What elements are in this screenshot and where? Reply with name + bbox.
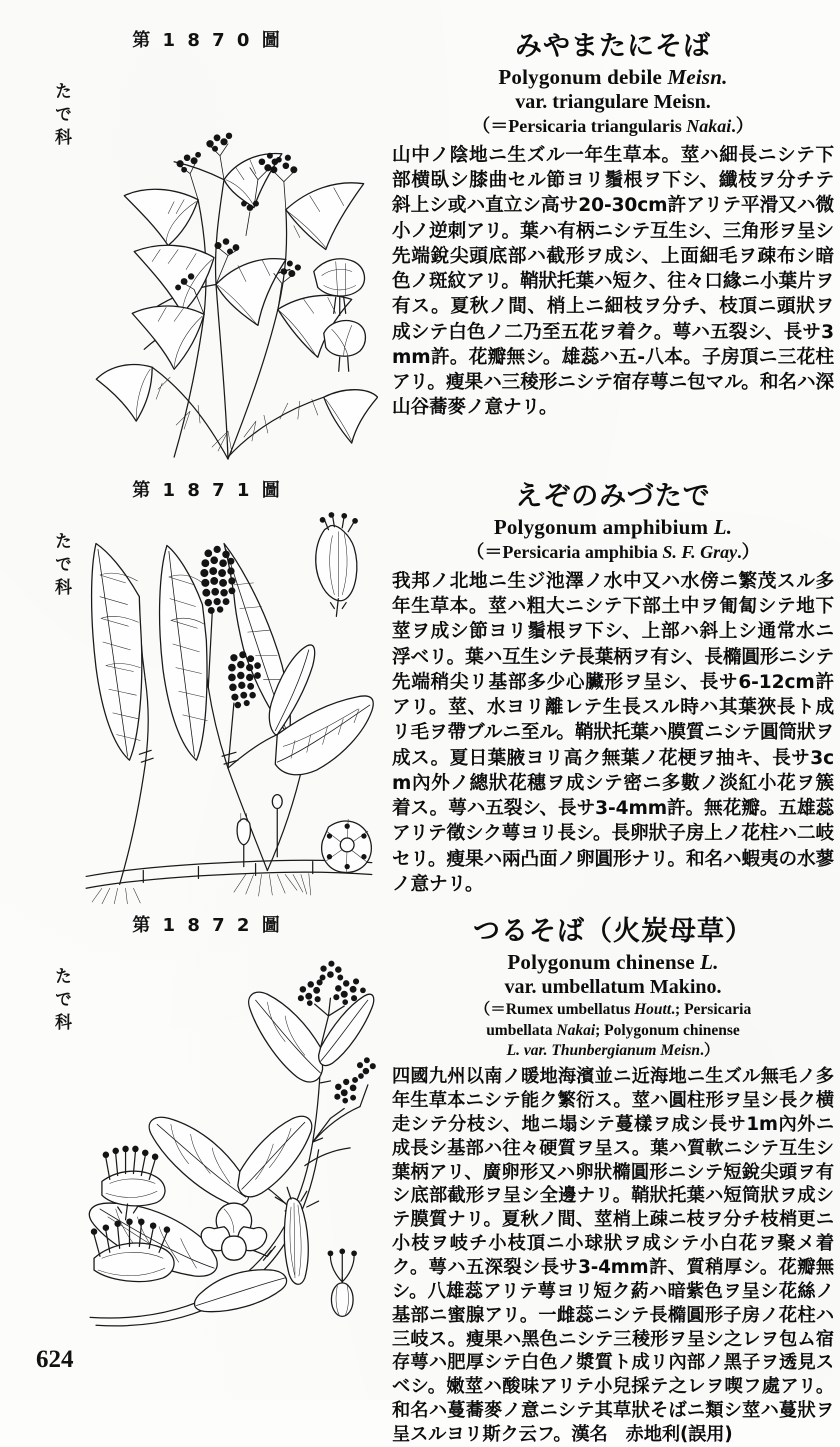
synonym-prefix-2: （＝Persicaria amphibia xyxy=(466,542,663,563)
plant-entry-1 xyxy=(0,20,840,475)
variety-authority-3: Makino. xyxy=(649,976,722,999)
plant-illustration-3 xyxy=(78,945,378,1339)
latin-authority-1: Meisn. xyxy=(667,65,728,90)
synonym-prefix-1: （＝Persicaria triangularis xyxy=(472,116,687,137)
latin-name-1 xyxy=(392,65,834,90)
synonym-3-suffix-1: .; Persicaria xyxy=(671,1001,752,1019)
text-column-1 xyxy=(392,20,834,475)
text-column-2 xyxy=(392,470,834,910)
latin-name-3 xyxy=(392,950,834,975)
latin-binomial-2: Polygonum amphibium xyxy=(493,515,709,540)
illustration-plate-1 xyxy=(30,20,385,475)
description-text-2: 我邦ノ北地ニ生ジ池澤ノ水中又ハ水傍ニ繁茂スル多年生草本。莖ハ粗大ニシテ下部土中ヲ匍匐シテ地下莖ヲ成シ節ヨリ鬚根ヲ下シ、上部ハ斜上シ通常水ニ浮ベリ。葉ハ互生シテ長葉柄ヲ有シ、長橢圓形ニシテ先端稍尖リ基部多少心臟形ヲ呈シ、長サ6-12cm許アリ。莖、水ヨリ離レテ生長スル時ハ其葉狹長ト成リ毛ヲ帶ブルニ至ル。鞘狀托葉ハ膜質ニシテ圓筒狀ヲ成ス。夏日葉腋ヨリ高ク無葉ノ花梗ヲ抽キ、長サ3cm內外ノ總狀花穗ヲ成シテ密ニ多數ノ淡紅小花ヲ簇着ス。萼ハ五裂シ、長サ3-4mm許。無花瓣。五雄蕊アリテ徵シク萼ヨリ長シ。長卵狀子房上ノ花柱ハ二岐セリ。瘦果ハ兩凸面ノ卵圓形ナリ。和名ハ蝦夷の水蓼ノ意ナリ。 xyxy=(392,570,834,896)
illustration-plate-2 xyxy=(30,470,385,910)
japanese-name-3: つるそば（火炭母草） xyxy=(473,916,753,947)
synonym-2 xyxy=(392,542,834,563)
description-text-3: 四國九州以南ノ暖地海濱並ニ近海地ニ生ズル無毛ノ多年生草本ニシテ能ク繁衍ス。莖ハ圓柱形ヲ呈シ長ク横走シテ分枝シ、地ニ塌シテ蔓樣ヲ成シ長サ1m內外ニ成長シ基部ハ往々硬質ヲ呈ス。葉ハ質軟ニシテ互生シ葉柄アリ、廣卵形又ハ卵狀橢圓形ニシテ短銳尖頭ヲ有シ底部截形ヲ呈シ全邊ナリ。鞘狀托葉ハ短筒狀ヲ成シテ膜質ナリ。夏秋ノ間、莖梢上疎ニ枝ヲ分チ枝梢更ニ小枝ヲ岐チ小枝頂ニ小球狀ヲ成シテ小白花ヲ聚メ着ク。萼ハ五深裂シ長サ3-4mm許、質稍厚シ。花瓣無シ。八雄蕊アリテ萼ヨリ短ク葯ハ暗紫色ヲ呈シ花絲ノ基部ニ蜜腺アリ。一雌蕊ニシテ長橢圓形子房ノ花柱ハ三岐ス。瘦果ハ黑色ニシテ三稜形ヲ呈シ之レヲ包ム宿存萼ハ肥厚シテ白色ノ漿質ト成リ內部ノ黑子ヲ透見スベシ。嫩莖ハ酸味アリテ小兒採テ之レヲ喫フ處アリ。和名ハ蔓蕎麥ノ意ニシテ其草狀そばニ類シ莖ハ蔓狀ヲ呈スルヨリ斯ク云フ。漢名 赤地利(誤用) xyxy=(392,1066,834,1445)
family-label-1: たで科 xyxy=(51,82,71,151)
latin-binomial-3: Polygonum chinense xyxy=(507,950,695,975)
synonym-3-authority-2: Nakai xyxy=(556,1021,596,1039)
figure-caption-2: 第 1 8 7 1 圖 xyxy=(132,480,283,501)
japanese-name-1: みやまたにそば xyxy=(515,31,711,62)
latin-authority-2: L. xyxy=(713,515,733,540)
variety-epithet-3: var. umbellatum xyxy=(504,976,645,999)
variety-name-1 xyxy=(392,90,834,114)
synonym-authority-1: Nakai xyxy=(686,116,732,137)
synonym-3-prefix-1: （＝Rumex umbellatus xyxy=(474,1001,635,1019)
plant-illustration-1 xyxy=(78,60,378,469)
synonym-1 xyxy=(392,116,834,137)
variety-epithet-1: var. triangulare xyxy=(515,91,649,114)
synonym-line-2 xyxy=(392,1022,834,1040)
page-number: 624 xyxy=(36,1346,74,1373)
description-text-1: 山中ノ陰地ニ生ズル一年生草本。莖ハ細長ニシテ下部横臥シ膝曲セル節ヨリ鬚根ヲ下シ、纖枝ヲ分チテ斜上シ或ハ直立シ高サ20-30cm許アリテ平滑又ハ微小ノ逆刺アリ。葉ハ有柄ニシテ互生シ、三角形ヲ呈シ先端銳尖頭底部ハ截形ヲ成シ、上面細毛ヲ疎布シ暗色ノ斑紋アリ。鞘狀托葉ハ短ク、往々口緣ニ小葉片ヲ有ス。夏秋ノ間、梢上ニ細枝ヲ分チ、枝頂ニ頭狀ヲ成シテ白色ノ二乃至五花ヲ着ク。萼ハ五裂シ、長サ3mm許。花瓣無シ。雄蕊ハ五-八本。子房頂ニ三花柱アリ。瘦果ハ三稜形ニシテ宿存萼ニ包マル。和名ハ深山谷蕎麥ノ意ナリ。 xyxy=(392,144,834,419)
synonym-suffix-2: .） xyxy=(737,542,760,563)
synonym-line-3 xyxy=(392,1042,834,1060)
synonym-3-prefix-2: umbellata xyxy=(486,1021,557,1039)
synonym-line-1 xyxy=(392,1001,834,1019)
family-label-2: たで科 xyxy=(51,532,71,601)
latin-name-2 xyxy=(392,515,834,540)
synonym-suffix-1: .） xyxy=(731,116,754,137)
figure-caption-3: 第 1 8 7 2 圖 xyxy=(132,915,283,936)
synonym-3-prefix-3: L. var. Thunbergianum xyxy=(506,1041,661,1059)
plant-illustration-2 xyxy=(78,510,378,904)
latin-authority-3: L. xyxy=(700,950,719,975)
illustration-plate-3 xyxy=(30,905,385,1345)
variety-name-3 xyxy=(392,975,834,999)
plant-entry-2 xyxy=(0,470,840,910)
figure-caption-1: 第 1 8 7 0 圖 xyxy=(132,30,283,51)
synonym-3-authority-1: Houtt xyxy=(634,1001,672,1019)
family-label-3: たで科 xyxy=(51,967,71,1036)
synonym-3-suffix-3: .） xyxy=(699,1041,720,1059)
text-column-3 xyxy=(392,905,834,1445)
variety-authority-1: Meisn. xyxy=(653,91,711,114)
japanese-name-2: えぞのみづたで xyxy=(515,481,711,512)
synonym-3-suffix-2: ; Polygonum chinense xyxy=(595,1021,740,1039)
synonym-authority-2: S. F. Gray xyxy=(662,542,738,563)
latin-binomial-1: Polygonum debile xyxy=(498,65,663,90)
synonym-3-authority-3: Meisn xyxy=(660,1041,700,1059)
